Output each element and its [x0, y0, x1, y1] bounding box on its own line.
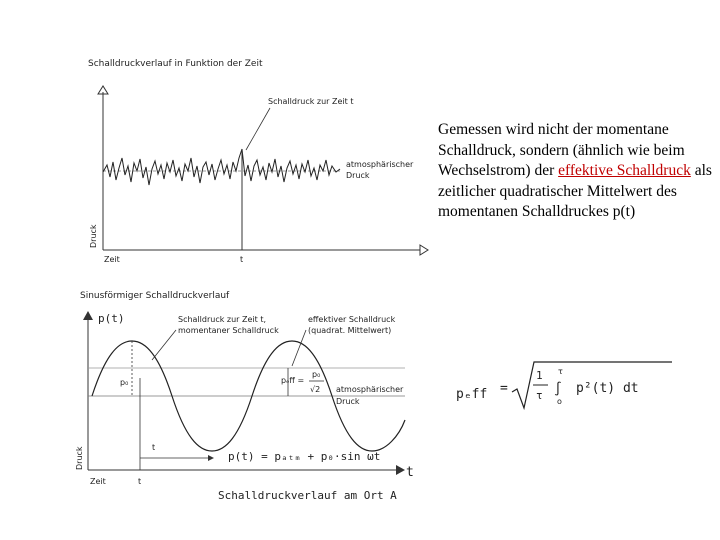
bottom-atm-label-line2: Druck	[336, 397, 360, 406]
top-callout-leader	[246, 108, 270, 150]
bottom-x-axis-arrow-icon	[396, 465, 405, 475]
description-highlight: effektive Schalldruck	[558, 162, 691, 179]
top-diagram-title: Schalldruckverlauf in Funktion der Zeit	[88, 59, 263, 69]
bottom-y-axis-arrow-icon	[83, 311, 93, 320]
top-y-axis-label: Druck	[89, 224, 98, 248]
top-atm-label-line1: atmosphärischer	[346, 160, 414, 169]
bottom-pressure-diagram	[75, 291, 414, 502]
formula-int-upper: τ	[558, 367, 563, 376]
bottom-t-bottom-label: t	[138, 477, 142, 486]
description-before: Gemessen wird nicht der momentane Schalldruck, sondern (ähnlich wie beim Wechselstrom) der	[438, 121, 685, 179]
top-pressure-trace	[103, 149, 340, 185]
bottom-equation: p(t) = pₐₜₘ + p₀·sin ωt	[228, 450, 381, 463]
formula-integral-sign: ∫	[554, 382, 562, 397]
description-after: als zeitlicher quadratischer Mittelwert des momentanen Schalldruckes p(t)	[438, 162, 712, 220]
formula-frac-num: 1	[536, 369, 543, 382]
bottom-x-axis-symbol: t	[406, 465, 414, 480]
top-pressure-diagram	[88, 59, 428, 264]
bottom-callout-left-leader	[152, 330, 176, 360]
bottom-p0-label: p₀	[120, 378, 129, 387]
bottom-peff-frac-num: p₀	[312, 370, 321, 379]
top-x-axis-label: Zeit	[104, 255, 120, 264]
bottom-callout-left-line2: momentaner Schalldruck	[178, 326, 279, 335]
top-t-marker-label: t	[240, 255, 244, 264]
formula-equals: =	[500, 381, 508, 396]
bottom-atm-label-line1: atmosphärischer	[336, 385, 404, 394]
bottom-callout-right-leader	[292, 330, 306, 366]
bottom-callout-left-line1: Schalldruck zur Zeit t,	[178, 315, 266, 324]
bottom-t-marker-label: t	[152, 443, 156, 452]
bottom-peff-label: pₑff =	[281, 376, 305, 385]
top-atm-label-line2: Druck	[346, 171, 370, 180]
bottom-y-axis-label: p(t)	[98, 312, 125, 325]
formula-frac-den: τ	[536, 389, 543, 402]
top-x-axis-arrow-icon	[420, 245, 428, 255]
formula-int-lower: o	[557, 397, 562, 406]
formula-lhs: pₑff	[456, 387, 488, 402]
rms-formula	[456, 362, 672, 408]
top-callout-label: Schalldruck zur Zeit t	[268, 97, 354, 106]
bottom-peff-frac-den: √2	[310, 385, 321, 394]
bottom-y-axis-side-label: Druck	[75, 446, 84, 470]
formula-integrand: p²(t) dt	[576, 381, 639, 396]
bottom-caption: Schalldruckverlauf am Ort A	[218, 489, 397, 502]
description-text	[438, 120, 714, 223]
bottom-callout-right-line1: effektiver Schalldruck	[308, 315, 396, 324]
bottom-callout-right-line2: (quadrat. Mittelwert)	[308, 326, 392, 335]
bottom-x-axis-label: Zeit	[90, 477, 106, 486]
bottom-diagram-title: Sinusförmiger Schalldruckverlauf	[80, 291, 230, 301]
bottom-equation-arrow-icon	[208, 455, 214, 461]
